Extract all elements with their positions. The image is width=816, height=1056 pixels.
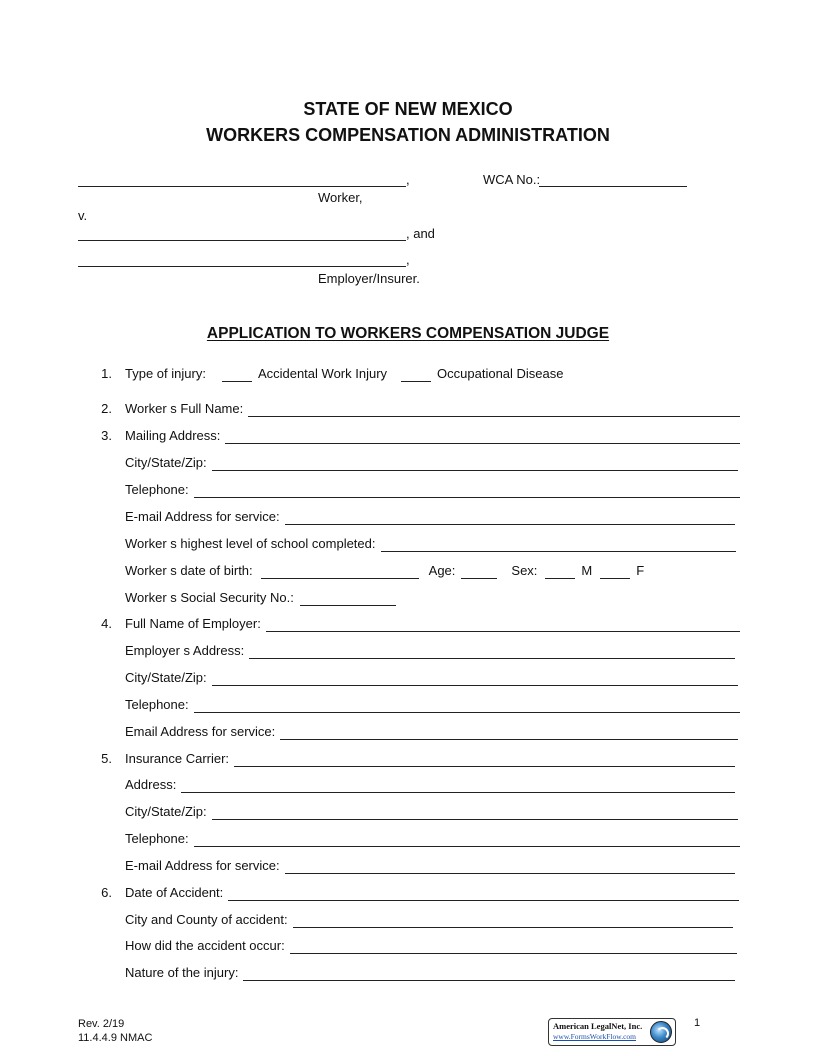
accident-location-row [125,912,733,928]
page-number: 1 [694,1017,701,1029]
mailing-address-label: Mailing Address: [125,428,221,443]
dob-label: Worker s date of birth: [125,563,253,578]
respondent-line-1[interactable] [78,240,406,241]
worker-phone-label: Telephone: [125,482,189,497]
accidental-injury-option: Accidental Work Injury [257,366,388,381]
accidental-check-blank[interactable] [222,369,252,382]
ssn-row [125,590,396,606]
age-label: Age: [428,563,456,578]
worker-name-row [125,401,740,417]
accident-location-field[interactable] [293,915,733,928]
insurer-email-label: E-mail Address for service: [125,858,280,873]
accident-how-field[interactable] [290,941,737,954]
insurer-address-field[interactable] [181,780,735,793]
insurer-city-row [125,804,738,820]
employer-city-field[interactable] [212,673,738,686]
logo-website-link[interactable]: www.FormsWorkFlow.com [553,1032,637,1041]
dob-field[interactable] [261,566,419,579]
worker-city-row [125,455,738,471]
item-number-5: 5. [101,751,112,766]
worker-name-line[interactable] [78,186,406,187]
injury-nature-field[interactable] [243,968,735,981]
ssn-field[interactable] [300,593,396,606]
and-label: , and [406,226,435,241]
employer-email-label: Email Address for service: [125,724,276,739]
globe-icon [650,1021,672,1043]
school-row [125,536,736,552]
item-number-2: 2. [101,401,112,416]
sex-male-label: M [581,563,593,578]
injury-nature-label: Nature of the injury: [125,965,239,980]
employer-name-row [125,616,740,632]
form-title [0,325,816,343]
insurer-address-label: Address: [125,777,177,792]
employer-phone-field[interactable] [194,700,740,713]
accident-how-label: How did the accident occur: [125,938,285,953]
employer-phone-label: Telephone: [125,697,189,712]
accident-how-row [125,938,737,954]
sex-male-blank[interactable] [545,566,575,579]
worker-email-label: E-mail Address for service: [125,509,280,524]
accident-date-row [125,885,739,901]
school-field[interactable] [381,539,737,552]
worker-label: Worker, [318,190,363,205]
worker-city-field[interactable] [212,458,738,471]
employer-insurer-label: Employer/Insurer. [318,271,420,286]
respondent-line-2[interactable] [78,266,406,267]
worker-email-field[interactable] [285,512,735,525]
insurer-phone-label: Telephone: [125,831,189,846]
employer-name-field[interactable] [266,619,740,632]
wca-label: WCA No.: [483,172,541,187]
school-label: Worker s highest level of school completed: [125,536,376,551]
employer-comma: , [406,252,410,267]
title-state: STATE OF NEW MEXICO [303,99,513,119]
form-title-text: APPLICATION TO WORKERS COMPENSATION JUDGE [206,325,610,342]
accident-location-label: City and County of accident: [125,912,288,927]
worker-city-label: City/State/Zip: [125,455,207,470]
type-of-injury-row [125,366,564,382]
ssn-label: Worker s Social Security No.: [125,590,294,605]
wca-number-line[interactable] [539,186,687,187]
item-number-6: 6. [101,885,112,900]
mailing-address-row [125,428,740,444]
insurer-email-row [125,858,735,874]
american-legalnet-logo[interactable] [548,1018,676,1046]
versus-label: v. [78,208,88,223]
occupational-disease-option: Occupational Disease [437,366,564,381]
insurer-phone-field[interactable] [194,834,740,847]
item-number-3: 3. [101,428,112,443]
employer-email-field[interactable] [280,727,738,740]
age-field[interactable] [461,566,497,579]
worker-name-field[interactable] [248,404,740,417]
dob-row [125,563,644,579]
worker-phone-field[interactable] [194,485,740,498]
worker-comma: , [406,172,410,187]
employer-address-row [125,643,735,659]
insurance-carrier-field[interactable] [234,754,735,767]
item-number-4: 4. [101,616,112,631]
insurer-address-row [125,777,735,793]
employer-email-row [125,724,738,740]
accident-date-label: Date of Accident: [125,885,224,900]
insurance-carrier-label: Insurance Carrier: [125,751,230,766]
occupational-check-blank[interactable] [401,369,431,382]
sex-label: Sex: [511,563,538,578]
insurance-carrier-row [125,751,735,767]
injury-nature-row [125,965,735,981]
employer-phone-row [125,697,740,713]
worker-email-row [125,509,735,525]
item-number-1: 1. [101,366,112,381]
sex-female-label: F [636,563,645,578]
insurer-city-label: City/State/Zip: [125,804,207,819]
sex-female-blank[interactable] [600,566,630,579]
employer-address-label: Employer s Address: [125,643,245,658]
nmac-label: 11.4.4.9 NMAC [78,1032,153,1044]
insurer-email-field[interactable] [285,861,735,874]
accident-date-field[interactable] [228,888,739,901]
mailing-address-field[interactable] [225,431,740,444]
title-agency: WORKERS COMPENSATION ADMINISTRATION [206,125,610,145]
employer-address-field[interactable] [249,646,735,659]
revision-label: Rev. 2/19 [78,1018,125,1030]
worker-phone-row [125,482,740,498]
logo-company-name: American LegalNet, Inc. [553,1021,643,1031]
employer-name-label: Full Name of Employer: [125,616,261,631]
insurer-phone-row [125,831,740,847]
employer-city-row [125,670,738,686]
worker-name-label: Worker s Full Name: [125,401,244,416]
insurer-city-field[interactable] [212,807,738,820]
employer-city-label: City/State/Zip: [125,670,207,685]
type-of-injury-label: Type of injury: [125,366,206,381]
